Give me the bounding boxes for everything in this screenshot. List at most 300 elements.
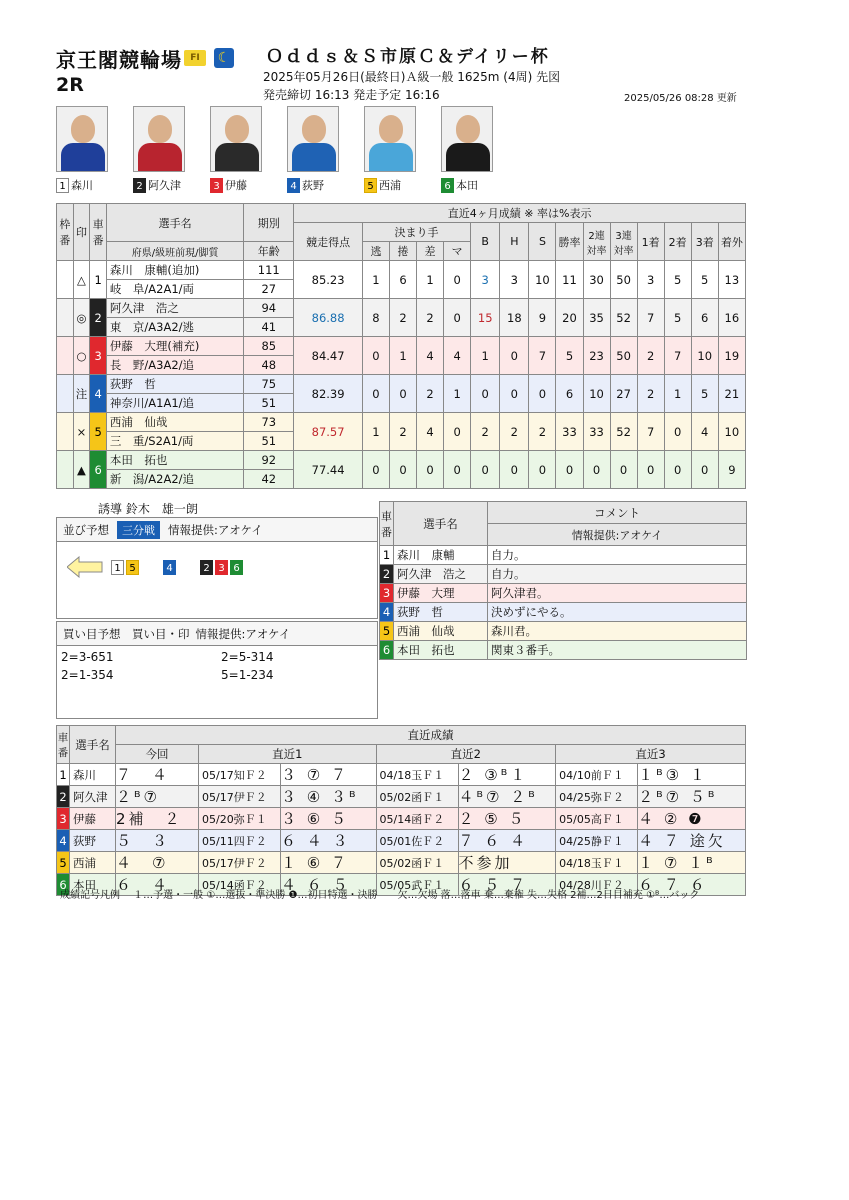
stat-cell-b: 0 bbox=[471, 451, 500, 489]
rider-photo-head bbox=[148, 115, 172, 143]
recent-name-cell: 荻野 bbox=[70, 830, 116, 852]
stat-cell-s: 0 bbox=[529, 451, 556, 489]
age-cell: 42 bbox=[244, 470, 294, 489]
stat-cell-ren3: 50 bbox=[610, 261, 637, 299]
meet-results: ２ᴮ⑦ ５ᴮ bbox=[638, 786, 746, 808]
comment-text-cell: 決めずにやる。 bbox=[488, 603, 747, 622]
col-ren3: 3連対率 bbox=[610, 223, 637, 261]
rider-short-name: 荻野 bbox=[302, 179, 324, 192]
entry-row bbox=[57, 375, 746, 394]
recent-name-cell: 阿久津 bbox=[70, 786, 116, 808]
comment-text-cell: 森川君。 bbox=[488, 622, 747, 641]
stat-cell-b: 2 bbox=[471, 413, 500, 451]
stat-cell-b: 0 bbox=[471, 375, 500, 413]
stat-cell-nige: 0 bbox=[362, 451, 389, 489]
mark-cell: × bbox=[73, 413, 90, 451]
stat-cell-b: 3 bbox=[471, 261, 500, 299]
age-cell: 51 bbox=[244, 394, 294, 413]
stat-cell-h: 0 bbox=[500, 337, 529, 375]
waku-cell bbox=[57, 375, 74, 413]
comment-text-cell: 阿久津君。 bbox=[488, 584, 747, 603]
comment-car-cell: 5 bbox=[380, 622, 394, 641]
meet-date-venue: 05/11四Ｆ２ bbox=[199, 830, 281, 852]
stat-cell-sashi: 0 bbox=[417, 451, 444, 489]
col-period: 期別 bbox=[244, 204, 294, 242]
rider-photo-head bbox=[379, 115, 403, 143]
col-s: S bbox=[529, 223, 556, 261]
stat-cell-ren2: 30 bbox=[583, 261, 610, 299]
comment-table bbox=[379, 501, 747, 660]
meet-results: ３ ④ ３ᴮ bbox=[281, 786, 377, 808]
stat-cell-sashi: 1 bbox=[417, 261, 444, 299]
rider-photo-uniform bbox=[61, 143, 105, 172]
comment-car-cell: 2 bbox=[380, 565, 394, 584]
meet-results: ６ ７ ６ bbox=[638, 874, 746, 896]
comment-col-car: 車番 bbox=[380, 502, 394, 546]
stat-cell-ma: 4 bbox=[444, 337, 471, 375]
line-car-badge: 3 bbox=[215, 560, 228, 575]
meet-date-venue: 05/02函Ｆ１ bbox=[376, 852, 458, 874]
rider-photo-head bbox=[71, 115, 95, 143]
comment-col-name: 選手名 bbox=[394, 502, 488, 546]
comment-name-cell: 伊藤 大理 bbox=[394, 584, 488, 603]
stat-cell-ren3: 52 bbox=[610, 299, 637, 337]
recent-col-now: 今回 bbox=[116, 745, 199, 764]
rider-short-name: 阿久津 bbox=[148, 179, 181, 192]
stat-cell-p1: 7 bbox=[637, 413, 664, 451]
race-title: Ｏｄｄｓ＆Ｓ市原Ｃ＆デイリー杯 bbox=[266, 47, 550, 67]
recent-name-cell: 伊藤 bbox=[70, 808, 116, 830]
stat-cell-sashi: 4 bbox=[417, 413, 444, 451]
period-cell: 75 bbox=[244, 375, 294, 394]
car-number-cell: 5 bbox=[90, 413, 107, 451]
line-car-badge: 1 bbox=[111, 560, 124, 575]
comment-row bbox=[380, 622, 747, 641]
car-number-cell: 2 bbox=[90, 299, 107, 337]
stat-cell-p3: 5 bbox=[691, 375, 718, 413]
stat-cell-ren2: 35 bbox=[583, 299, 610, 337]
rider-photo-uniform bbox=[446, 143, 490, 172]
stat-cell-ma: 0 bbox=[444, 413, 471, 451]
rider-label bbox=[56, 177, 120, 193]
stat-cell-win: 6 bbox=[556, 375, 583, 413]
car-number-cell: 1 bbox=[90, 261, 107, 299]
recent-results-table bbox=[56, 725, 746, 896]
score-cell: 86.88 bbox=[294, 299, 363, 337]
stat-cell-p1: 2 bbox=[637, 337, 664, 375]
col-age: 年齢 bbox=[244, 242, 294, 261]
col-ma: マ bbox=[444, 242, 471, 261]
stat-cell-h: 0 bbox=[500, 375, 529, 413]
waku-cell bbox=[57, 337, 74, 375]
meet-results: ４ ６ ５ bbox=[281, 874, 377, 896]
comment-col-comment: コメント bbox=[488, 502, 747, 524]
line-prediction-panel bbox=[56, 517, 378, 619]
stat-cell-p1: 0 bbox=[637, 451, 664, 489]
bet-item: 5=1-234 bbox=[221, 668, 274, 682]
col-ren2: 2連対率 bbox=[583, 223, 610, 261]
waku-cell bbox=[57, 261, 74, 299]
stat-cell-ren3: 52 bbox=[610, 413, 637, 451]
pref-class-cell: 長 野/A3A2/追 bbox=[106, 356, 243, 375]
rider-photo-uniform bbox=[215, 143, 259, 172]
period-cell: 92 bbox=[244, 451, 294, 470]
stat-cell-p2: 5 bbox=[664, 261, 691, 299]
meet-results: ６ ４ ３ bbox=[281, 830, 377, 852]
race-times: 発売締切 16:13 発走予定 16:16 bbox=[263, 88, 440, 102]
car-number-cell: 6 bbox=[90, 451, 107, 489]
recent-car-cell: 5 bbox=[57, 852, 70, 874]
stat-cell-p3: 10 bbox=[691, 337, 718, 375]
rider-photo-head bbox=[456, 115, 480, 143]
recent-col-car: 車番 bbox=[57, 726, 70, 764]
comment-row bbox=[380, 603, 747, 622]
meet-date-venue: 05/17伊Ｆ２ bbox=[199, 852, 281, 874]
line-group bbox=[163, 560, 178, 575]
recent-row bbox=[57, 764, 746, 786]
comment-row bbox=[380, 565, 747, 584]
col-pref: 府県/級班前現/脚質 bbox=[106, 242, 243, 261]
rider-name-cell: 西浦 仙哉 bbox=[106, 413, 243, 432]
recent-row bbox=[57, 830, 746, 852]
comment-name-cell: 森川 康輔 bbox=[394, 546, 488, 565]
meet-results: ４ ② ❼ bbox=[638, 808, 746, 830]
col-p2: 2着 bbox=[664, 223, 691, 261]
rider-photo bbox=[210, 106, 262, 172]
stat-cell-ren2: 33 bbox=[583, 413, 610, 451]
line-group bbox=[200, 560, 245, 575]
score-cell: 84.47 bbox=[294, 337, 363, 375]
rider-label bbox=[364, 177, 428, 193]
rider-card bbox=[441, 106, 505, 193]
current-meet-results: ７ ４ bbox=[116, 764, 199, 786]
stat-cell-p2: 0 bbox=[664, 451, 691, 489]
bet-prediction-label: 買い目予想 買い目・印 bbox=[63, 626, 190, 641]
recent-col-r3: 直近3 bbox=[556, 745, 746, 764]
col-name: 選手名 bbox=[106, 204, 243, 242]
line-prediction-label: 並び予想 bbox=[63, 522, 109, 537]
race-number: 2R bbox=[56, 74, 84, 96]
rider-photo bbox=[287, 106, 339, 172]
stat-cell-win: 11 bbox=[556, 261, 583, 299]
rider-card bbox=[210, 106, 274, 193]
meet-results: ３ ⑦ ７ bbox=[281, 764, 377, 786]
stat-cell-ren2: 0 bbox=[583, 451, 610, 489]
line-car-badge: 4 bbox=[163, 560, 176, 575]
rider-card bbox=[133, 106, 197, 193]
score-cell: 87.57 bbox=[294, 413, 363, 451]
car-number-badge: 2 bbox=[133, 178, 146, 193]
stat-cell-p2: 1 bbox=[664, 375, 691, 413]
line-car-badge: 6 bbox=[230, 560, 243, 575]
stat-cell-p3: 0 bbox=[691, 451, 718, 489]
bet-item: 2=1-354 bbox=[61, 668, 114, 682]
results-legend: 成績記号凡例 １…予選・一般 ①…選抜・準決勝 ❶…初日特選・決勝 欠…欠場 落…落車 棄…棄権 失…失格 2補…2日目補充 ①ᴮ…バック bbox=[60, 890, 700, 901]
stat-cell-makuri: 2 bbox=[389, 413, 416, 451]
car-number-badge: 6 bbox=[441, 178, 454, 193]
stat-cell-h: 3 bbox=[500, 261, 529, 299]
stat-cell-makuri: 1 bbox=[389, 337, 416, 375]
stat-cell-win: 33 bbox=[556, 413, 583, 451]
stat-cell-ma: 0 bbox=[444, 451, 471, 489]
comment-source: 情報提供:アオケイ bbox=[488, 524, 747, 546]
recent-row bbox=[57, 808, 746, 830]
meet-results: ６ ５ ７ bbox=[458, 874, 556, 896]
meet-date-venue: 04/25静Ｆ１ bbox=[556, 830, 638, 852]
bet-prediction-panel bbox=[56, 621, 378, 719]
meet-date-venue: 04/18玉Ｆ１ bbox=[556, 852, 638, 874]
stat-cell-s: 2 bbox=[529, 413, 556, 451]
car-number-badge: 3 bbox=[210, 178, 223, 193]
line-car-badge: 2 bbox=[200, 560, 213, 575]
stat-cell-p2: 7 bbox=[664, 337, 691, 375]
car-number-cell: 4 bbox=[90, 375, 107, 413]
rider-short-name: 本田 bbox=[456, 179, 478, 192]
score-cell: 77.44 bbox=[294, 451, 363, 489]
mark-cell: ◎ bbox=[73, 299, 90, 337]
age-cell: 41 bbox=[244, 318, 294, 337]
rider-short-name: 伊藤 bbox=[225, 179, 247, 192]
age-cell: 51 bbox=[244, 432, 294, 451]
night-race-icon: ☾ bbox=[214, 48, 234, 68]
rider-photo bbox=[133, 106, 185, 172]
period-cell: 73 bbox=[244, 413, 294, 432]
mark-cell: ○ bbox=[73, 337, 90, 375]
stat-cell-ren3: 27 bbox=[610, 375, 637, 413]
rider-name-cell: 阿久津 浩之 bbox=[106, 299, 243, 318]
stat-cell-b: 15 bbox=[471, 299, 500, 337]
stat-cell-win: 0 bbox=[556, 451, 583, 489]
comment-text-cell: 自力。 bbox=[488, 565, 747, 584]
stat-cell-nige: 0 bbox=[362, 375, 389, 413]
pref-class-cell: 三 重/S2A1/両 bbox=[106, 432, 243, 451]
stat-cell-p3: 5 bbox=[691, 261, 718, 299]
stat-cell-makuri: 2 bbox=[389, 299, 416, 337]
pref-class-cell: 岐 阜/A2A1/両 bbox=[106, 280, 243, 299]
rider-label bbox=[287, 177, 351, 193]
col-makuri: 捲 bbox=[389, 242, 416, 261]
bet-item: 2=3-651 bbox=[61, 650, 114, 664]
entry-row bbox=[57, 261, 746, 280]
recent-car-cell: 3 bbox=[57, 808, 70, 830]
line-formation bbox=[67, 556, 267, 578]
recent-car-cell: 1 bbox=[57, 764, 70, 786]
current-meet-results: 2補 ２ bbox=[116, 808, 199, 830]
rider-card bbox=[56, 106, 120, 193]
meet-date-venue: 05/14函Ｆ２ bbox=[376, 808, 458, 830]
venue-name: 京王閣競輪場 bbox=[56, 48, 182, 72]
waku-cell bbox=[57, 413, 74, 451]
entry-row bbox=[57, 337, 746, 356]
age-cell: 48 bbox=[244, 356, 294, 375]
comment-car-cell: 1 bbox=[380, 546, 394, 565]
comment-row bbox=[380, 584, 747, 603]
stat-cell-p3: 6 bbox=[691, 299, 718, 337]
col-p3: 3着 bbox=[691, 223, 718, 261]
comment-text-cell: 関東３番手。 bbox=[488, 641, 747, 660]
stat-cell-p2: 0 bbox=[664, 413, 691, 451]
current-meet-results: ２ᴮ⑦ bbox=[116, 786, 199, 808]
recent-col-r2: 直近2 bbox=[376, 745, 556, 764]
comment-car-cell: 3 bbox=[380, 584, 394, 603]
stat-cell-out: 16 bbox=[718, 299, 745, 337]
stat-cell-makuri: 0 bbox=[389, 451, 416, 489]
bet-prediction-source: 情報提供:アオケイ bbox=[195, 626, 291, 641]
col-h: H bbox=[500, 223, 529, 261]
stat-cell-makuri: 0 bbox=[389, 375, 416, 413]
stat-cell-ren2: 23 bbox=[583, 337, 610, 375]
mark-cell: 注 bbox=[73, 375, 90, 413]
entry-row bbox=[57, 413, 746, 432]
rider-photo-row bbox=[56, 106, 516, 198]
rider-name-cell: 森川 康輔(追加) bbox=[106, 261, 243, 280]
comment-name-cell: 西浦 仙哉 bbox=[394, 622, 488, 641]
recent-row bbox=[57, 786, 746, 808]
stat-cell-ma: 0 bbox=[444, 299, 471, 337]
comment-row bbox=[380, 546, 747, 565]
stat-cell-out: 19 bbox=[718, 337, 745, 375]
current-meet-results: ４ ⑦ bbox=[116, 852, 199, 874]
rider-photo-uniform bbox=[138, 143, 182, 172]
waku-cell bbox=[57, 299, 74, 337]
col-b: B bbox=[471, 223, 500, 261]
car-number-badge: 4 bbox=[287, 178, 300, 193]
stat-cell-ren3: 0 bbox=[610, 451, 637, 489]
rider-photo-uniform bbox=[369, 143, 413, 172]
recent-name-cell: 西浦 bbox=[70, 852, 116, 874]
stat-cell-p2: 5 bbox=[664, 299, 691, 337]
col-car: 車番 bbox=[90, 204, 107, 261]
col-mark: 印 bbox=[73, 204, 90, 261]
stat-cell-win: 20 bbox=[556, 299, 583, 337]
pref-class-cell: 新 潟/A2A2/追 bbox=[106, 470, 243, 489]
rider-name-cell: 伊藤 大理(補充) bbox=[106, 337, 243, 356]
entry-row bbox=[57, 299, 746, 318]
stat-cell-s: 10 bbox=[529, 261, 556, 299]
stat-cell-sashi: 4 bbox=[417, 337, 444, 375]
car-number-badge: 5 bbox=[364, 178, 377, 193]
recent-row bbox=[57, 852, 746, 874]
stat-cell-nige: 1 bbox=[362, 261, 389, 299]
stat-cell-p1: 2 bbox=[637, 375, 664, 413]
rider-photo bbox=[441, 106, 493, 172]
rider-photo bbox=[364, 106, 416, 172]
pref-class-cell: 神奈川/A1A1/追 bbox=[106, 394, 243, 413]
score-cell: 85.23 bbox=[294, 261, 363, 299]
stat-cell-ma: 1 bbox=[444, 375, 471, 413]
rider-card bbox=[287, 106, 351, 193]
meet-results: ３ ⑥ ５ bbox=[281, 808, 377, 830]
mark-cell: △ bbox=[73, 261, 90, 299]
col-score: 競走得点 bbox=[294, 223, 363, 261]
rider-photo-head bbox=[225, 115, 249, 143]
stat-cell-h: 2 bbox=[500, 413, 529, 451]
stat-cell-p3: 4 bbox=[691, 413, 718, 451]
meet-results: ４ᴮ⑦ ２ᴮ bbox=[458, 786, 556, 808]
entry-table bbox=[56, 203, 746, 489]
current-meet-results: ５ ３ bbox=[116, 830, 199, 852]
meet-results: ２ ⑤ ５ bbox=[458, 808, 556, 830]
col-win: 勝率 bbox=[556, 223, 583, 261]
meet-results: １ ⑦ １ᴮ bbox=[638, 852, 746, 874]
meet-results: ４ ７ 途欠 bbox=[638, 830, 746, 852]
pacer-name: 誘導 鈴木 雄一朗 bbox=[98, 502, 198, 516]
recent-col-title: 直近成績 bbox=[116, 726, 746, 745]
meet-date-venue: 05/17伊Ｆ２ bbox=[199, 786, 281, 808]
line-group bbox=[111, 560, 141, 575]
stat-cell-out: 13 bbox=[718, 261, 745, 299]
stat-cell-ren3: 50 bbox=[610, 337, 637, 375]
col-kimarite: 決まり手 bbox=[362, 223, 470, 242]
waku-cell bbox=[57, 451, 74, 489]
recent-car-cell: 2 bbox=[57, 786, 70, 808]
rider-label bbox=[133, 177, 197, 193]
line-prediction-source: 情報提供:アオケイ bbox=[168, 522, 263, 537]
stat-cell-b: 1 bbox=[471, 337, 500, 375]
meet-results: ２ ③ᴮ１ bbox=[458, 764, 556, 786]
current-meet-results: ６ ４ bbox=[116, 874, 199, 896]
stat-cell-nige: 8 bbox=[362, 299, 389, 337]
meet-date-venue: 05/02函Ｆ１ bbox=[376, 786, 458, 808]
stat-cell-out: 10 bbox=[718, 413, 745, 451]
meet-date-venue: 05/20弥Ｆ１ bbox=[199, 808, 281, 830]
period-cell: 111 bbox=[244, 261, 294, 280]
comment-name-cell: 阿久津 浩之 bbox=[394, 565, 488, 584]
comment-car-cell: 4 bbox=[380, 603, 394, 622]
stat-cell-p1: 7 bbox=[637, 299, 664, 337]
score-cell: 82.39 bbox=[294, 375, 363, 413]
stat-cell-out: 9 bbox=[718, 451, 745, 489]
pref-class-cell: 東 京/A3A2/逃 bbox=[106, 318, 243, 337]
updated-timestamp: 2025/05/26 08:28 更新 bbox=[624, 93, 737, 104]
entry-row bbox=[57, 451, 746, 470]
comment-car-cell: 6 bbox=[380, 641, 394, 660]
rider-name-cell: 荻野 哲 bbox=[106, 375, 243, 394]
meet-date-venue: 05/05高Ｆ１ bbox=[556, 808, 638, 830]
rider-photo-head bbox=[302, 115, 326, 143]
recent-name-cell: 森川 bbox=[70, 764, 116, 786]
stat-cell-out: 21 bbox=[718, 375, 745, 413]
recent-car-cell: 4 bbox=[57, 830, 70, 852]
stat-cell-s: 7 bbox=[529, 337, 556, 375]
recent-col-name: 選手名 bbox=[70, 726, 116, 764]
col-waku: 枠番 bbox=[57, 204, 74, 261]
recent-name-cell: 本田 bbox=[70, 874, 116, 896]
race-style-tag: 三分戦 bbox=[117, 521, 160, 539]
col-p1: 1着 bbox=[637, 223, 664, 261]
col-sashi: 差 bbox=[417, 242, 444, 261]
comment-name-cell: 本田 拓也 bbox=[394, 641, 488, 660]
stat-cell-win: 5 bbox=[556, 337, 583, 375]
rider-short-name: 西浦 bbox=[379, 179, 401, 192]
meet-date-venue: 05/14函Ｆ２ bbox=[199, 874, 281, 896]
meet-date-venue: 05/05武Ｆ１ bbox=[376, 874, 458, 896]
rider-short-name: 森川 bbox=[71, 179, 93, 192]
direction-arrow-icon bbox=[67, 556, 103, 578]
stat-cell-nige: 0 bbox=[362, 337, 389, 375]
meet-date-venue: 04/10前Ｆ１ bbox=[556, 764, 638, 786]
recent-col-r1: 直近1 bbox=[199, 745, 377, 764]
rider-card bbox=[364, 106, 428, 193]
car-number-cell: 3 bbox=[90, 337, 107, 375]
meet-date-venue: 05/01佐Ｆ２ bbox=[376, 830, 458, 852]
stat-cell-sashi: 2 bbox=[417, 299, 444, 337]
meet-results: １ ⑥ ７ bbox=[281, 852, 377, 874]
stat-cell-sashi: 2 bbox=[417, 375, 444, 413]
col-out: 着外 bbox=[718, 223, 745, 261]
period-cell: 85 bbox=[244, 337, 294, 356]
rider-label bbox=[441, 177, 505, 193]
